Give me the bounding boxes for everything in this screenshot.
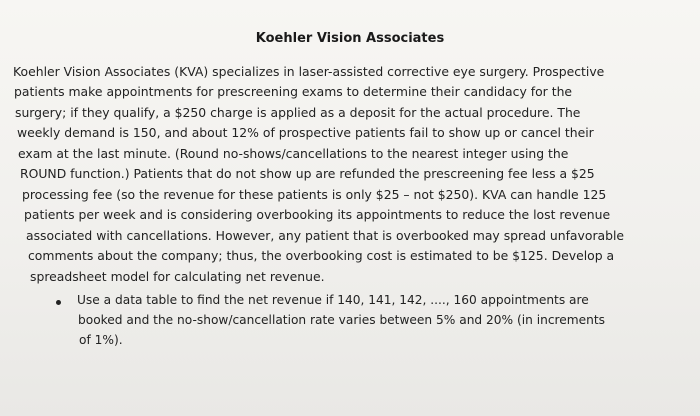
paragraph-line: patients make appointments for prescreening exams to determine their candidacy for the: [14, 84, 573, 99]
bullet-line: booked and the no-show/cancellation rate varies between 5% and 20% (in increments: [78, 313, 606, 327]
paragraph-line: processing fee (so the revenue for these patients is only $25 – not $250). KVA can handle 125: [22, 187, 607, 202]
paragraph-line: exam at the last minute. (Round no-shows/cancellations to the nearest integer using the: [18, 146, 569, 161]
paragraph-line: spreadsheet model for calculating net revenue.: [30, 269, 325, 284]
paragraph-line: patients per week and is considering overbooking its appointments to reduce the lost revenue: [24, 207, 611, 222]
paragraph-line: Koehler Vision Associates (KVA) specializes in laser-assisted corrective eye surgery. Prospective: [13, 64, 605, 79]
bullet-line: of 1%).: [79, 333, 123, 347]
paragraph-line: surgery; if they qualify, a $250 charge is applied as a deposit for the actual procedure. The: [15, 105, 581, 120]
document-title: Koehler Vision Associates: [255, 31, 445, 46]
paragraph-line: associated with cancellations. However, any patient that is overbooked may spread unfavorable: [26, 228, 625, 243]
bullet-icon: [56, 300, 61, 305]
paragraph-line: ROUND function.) Patients that do not show up are refunded the prescreening fee less a $25: [20, 166, 595, 181]
paragraph-line: comments about the company; thus, the overbooking cost is estimated to be $125. Develop a: [28, 248, 615, 263]
bullet-line: Use a data table to find the net revenue if 140, 141, 142, ...., 160 appointments are: [77, 293, 589, 307]
paragraph-line: weekly demand is 150, and about 12% of prospective patients fail to show up or cancel their: [17, 125, 594, 140]
